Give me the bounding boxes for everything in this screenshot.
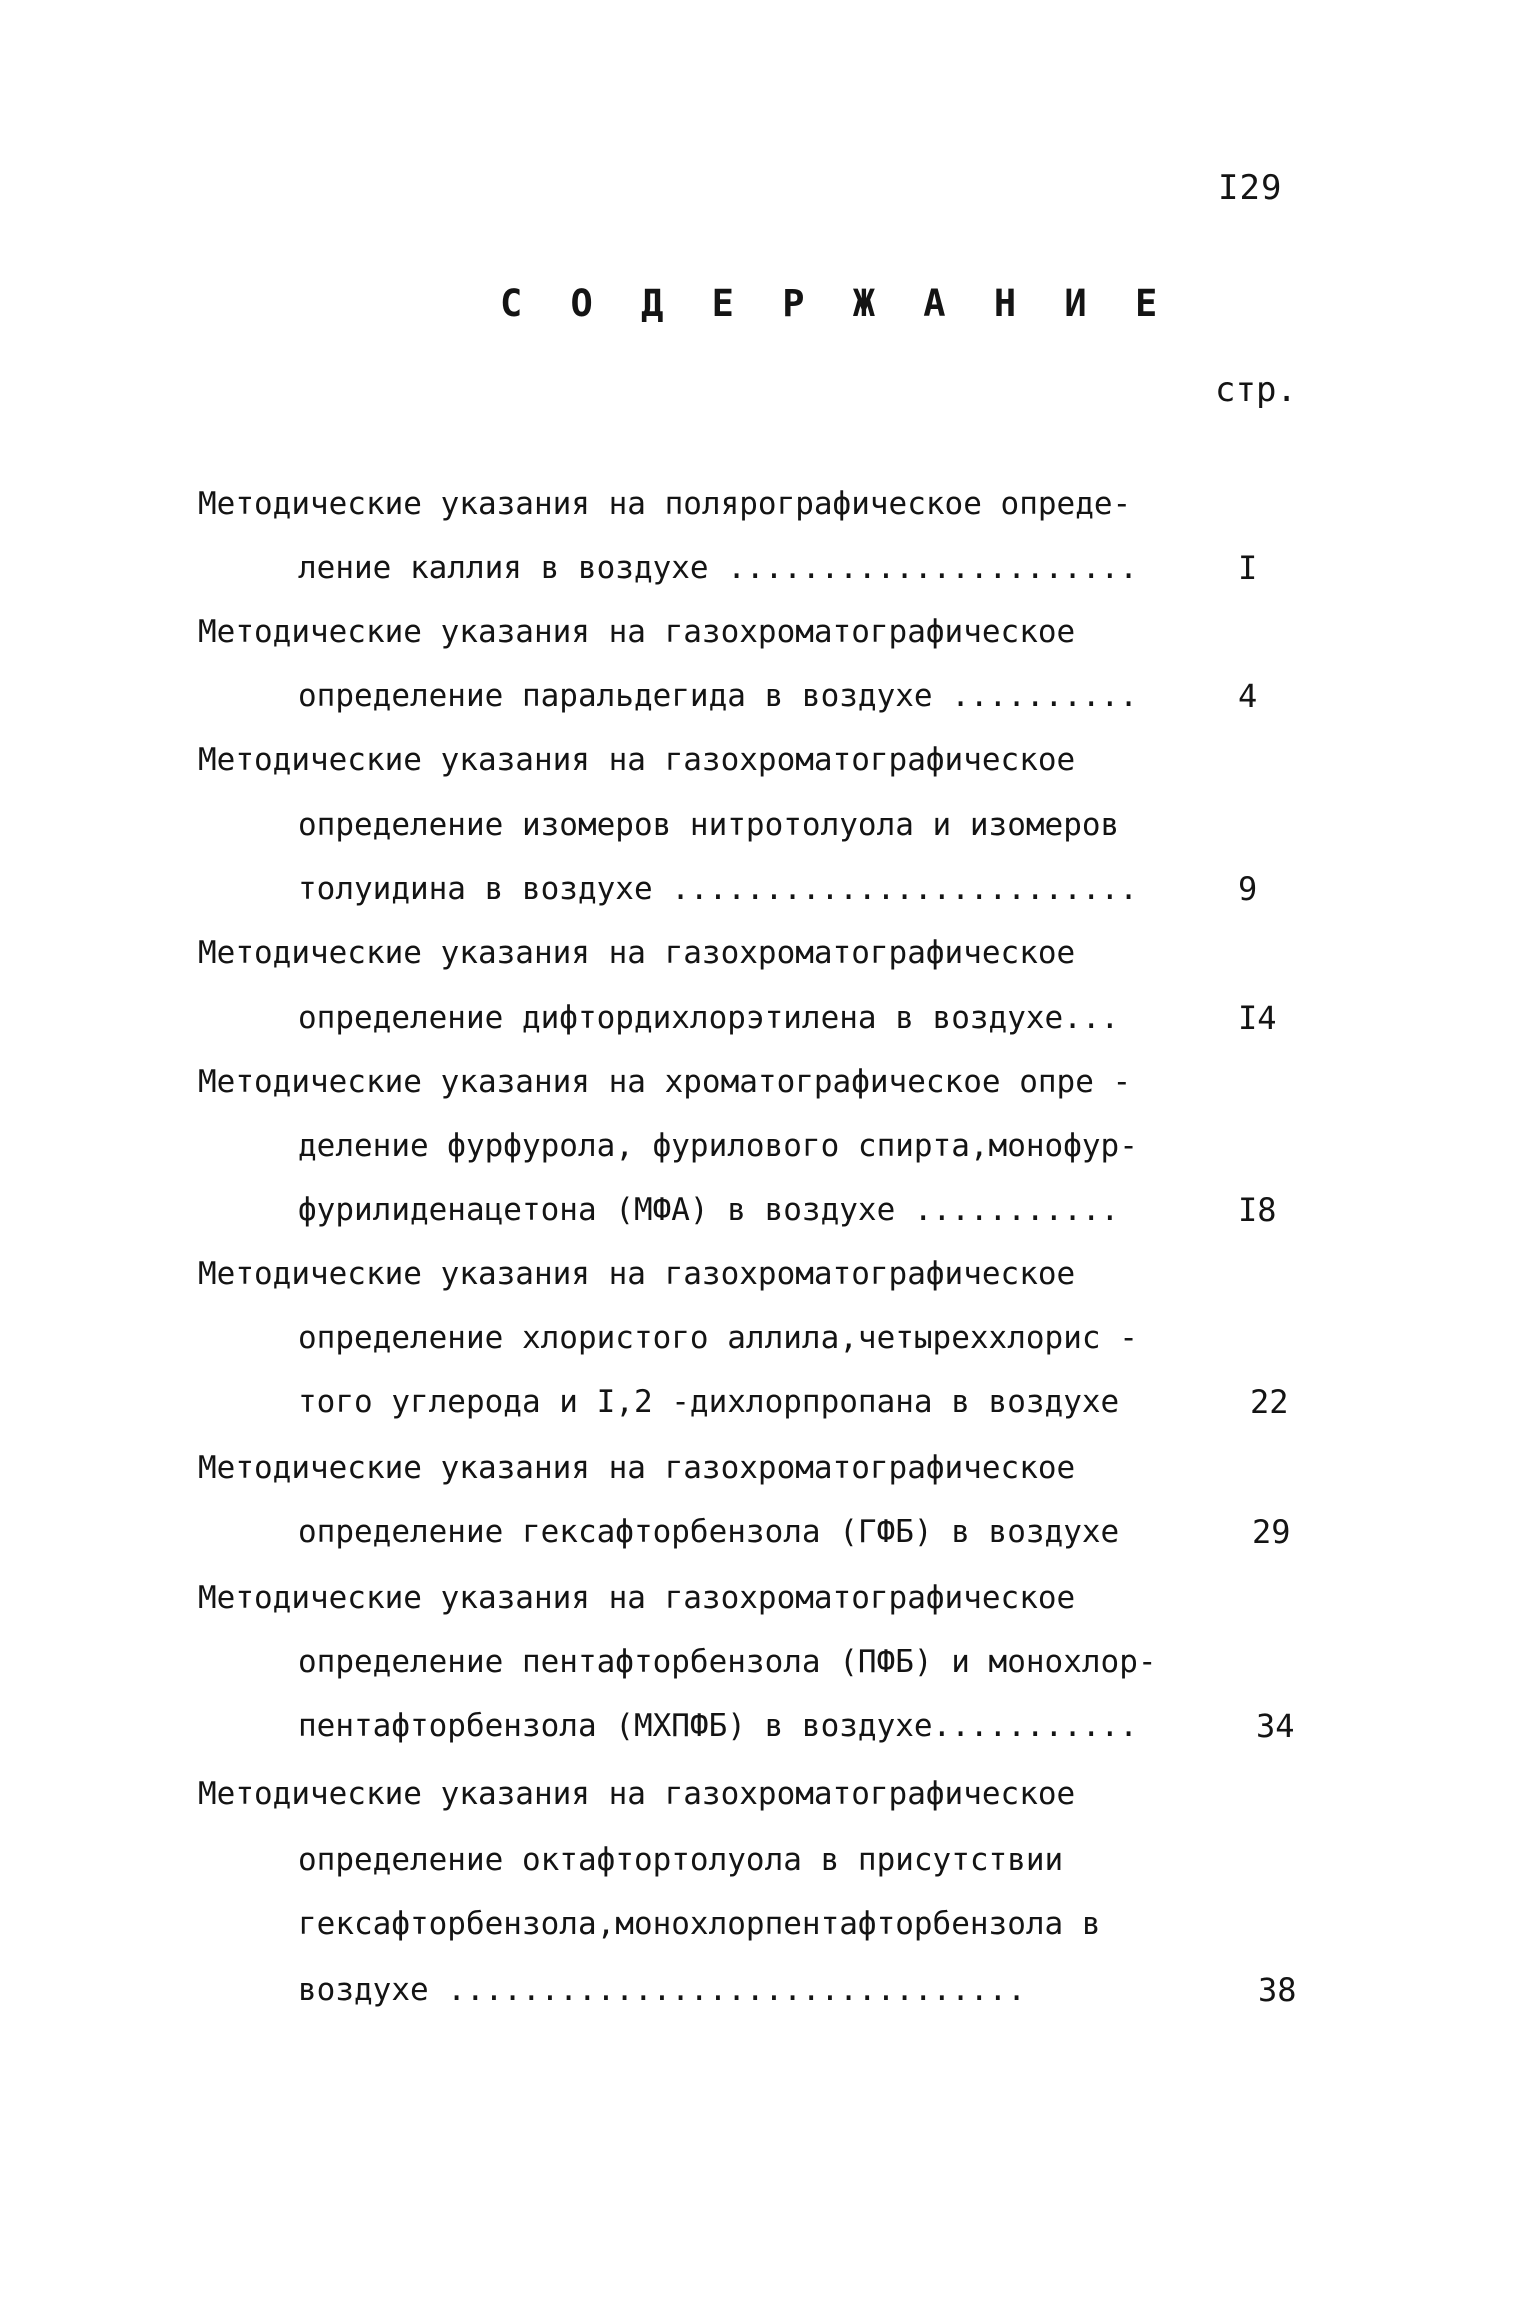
toc-entry-1-line-1: Методические указания на полярографическое опреде- [198, 486, 1132, 522]
toc-entry-7-page: 29 [1252, 1513, 1291, 1551]
toc-entry-9-line-2: определение октафтортолуола в присутствии [298, 1842, 1064, 1878]
toc-entry-5-line-2: деление фурфурола, фурилового спирта,монофур- [298, 1128, 1138, 1164]
toc-entry-1-page: I [1238, 549, 1258, 587]
toc-entry-8-page: 34 [1256, 1707, 1295, 1745]
toc-entry-2-line-1: Методические указания на газохроматографическое [198, 614, 1076, 650]
toc-entry-9-line-3: гексафторбензола,монохлорпентафторбензола в [298, 1906, 1101, 1942]
toc-entry-6-line-2: определение хлористого аллила,четыреххлорис - [298, 1320, 1138, 1356]
toc-entry-5-page: I8 [1238, 1191, 1277, 1229]
toc-entry-5-line-1: Методические указания на хроматографическое опре - [198, 1064, 1132, 1100]
toc-entry-6-page: 22 [1250, 1383, 1289, 1421]
toc-entry-1-line-2: ление каллия в воздухе ...................... [298, 550, 1138, 586]
toc-entry-2-line-2: определение паральдегида в воздухе .......... [298, 678, 1138, 714]
toc-entry-8-line-3: пентафторбензола (МХПФБ) в воздухе........... [298, 1708, 1138, 1744]
toc-entry-9-page: 38 [1258, 1971, 1297, 2009]
toc-entry-4-line-2: определение дифтордихлорэтилена в воздухе... [298, 1000, 1120, 1036]
toc-entry-6-line-1: Методические указания на газохроматографическое [198, 1256, 1076, 1292]
toc-entry-9-line-4: воздухе ............................... [298, 1972, 1026, 2008]
toc-entry-8-line-2: определение пентафторбензола (ПФБ) и монохлор- [298, 1644, 1157, 1680]
toc-entry-4-page: I4 [1238, 999, 1277, 1037]
toc-entry-8-line-1: Методические указания на газохроматографическое [198, 1580, 1076, 1616]
page-title: С О Д Е Р Ж А Н И Е [500, 282, 1171, 325]
toc-entry-3-page: 9 [1238, 870, 1258, 908]
toc-entry-6-line-3: того углерода и I,2 -дихлорпропана в воздухе [298, 1384, 1120, 1420]
toc-entry-9-line-1: Методические указания на газохроматографическое [198, 1776, 1076, 1812]
toc-entry-3-line-2: определение изомеров нитротолуола и изомеров [298, 807, 1120, 843]
page-number: I29 [1218, 168, 1283, 208]
toc-entry-5-line-3: фурилиденацетона (МФА) в воздухе ........... [298, 1192, 1120, 1228]
toc-entry-3-line-3: толуидина в воздухе ......................... [298, 871, 1138, 907]
toc-entry-7-line-1: Методические указания на газохроматографическое [198, 1450, 1076, 1486]
toc-entry-7-line-2: определение гексафторбензола (ГФБ) в воздухе [298, 1514, 1120, 1550]
toc-entry-2-page: 4 [1238, 677, 1258, 715]
toc-entry-3-line-1: Методические указания на газохроматографическое [198, 742, 1076, 778]
pages-column-label: стр. [1215, 370, 1297, 410]
toc-entry-4-line-1: Методические указания на газохроматографическое [198, 935, 1076, 971]
